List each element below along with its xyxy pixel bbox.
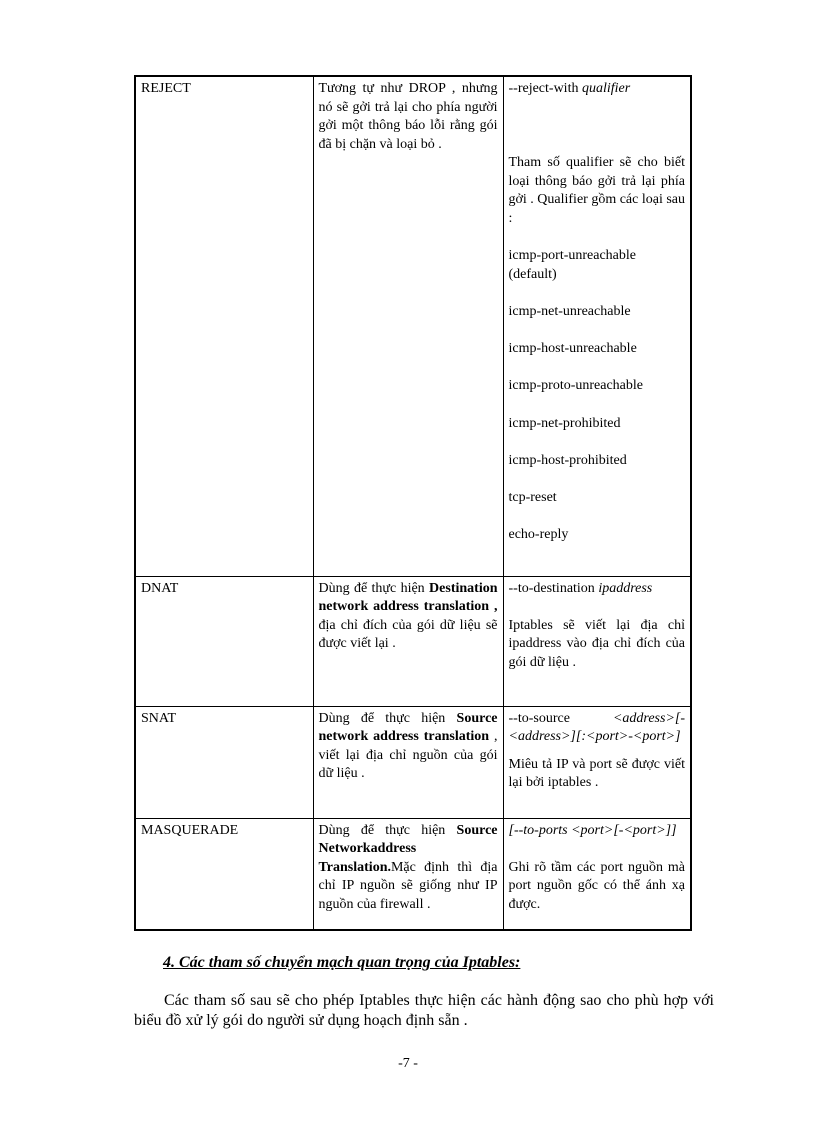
target-option [503, 818, 691, 930]
description-text: , viết lại địa chỉ nguồn của gói dữ liệu . [318, 729, 498, 782]
list-item: icmp-host-prohibited [508, 452, 627, 468]
description-emphasis: Source Networkaddress Translation. [318, 822, 498, 875]
description-text: Dùng để thực hiện [318, 580, 430, 596]
table-row [135, 706, 691, 818]
option-argument: qualifier [581, 81, 631, 96]
option-flag: --reject-with [508, 81, 582, 96]
target-description [313, 76, 503, 576]
table-row [135, 818, 691, 930]
qualifier-list [509, 247, 686, 545]
table-row [135, 576, 691, 706]
target-option [503, 706, 691, 818]
target-name: SNAT [135, 706, 313, 818]
option-argument: ipaddress [598, 580, 653, 596]
target-name: DNAT [135, 576, 313, 706]
option-flag: --to-destination [508, 580, 599, 596]
description-text: Mặc định thì địa chỉ IP nguồn sẽ giống như IP nguồn của firewall . [318, 859, 498, 912]
target-description [313, 576, 503, 706]
option-explanation: Iptables sẽ viết lại địa chỉ ipaddress vào địa chỉ đích của gói dữ liệu . [508, 617, 685, 670]
target-description [313, 818, 503, 930]
option-explanation: Miêu tả IP và port sẽ được viết lại bởi iptables . [508, 756, 685, 791]
section-heading: 4. Các tham số chuyển mạch quan trọng của Iptables: [163, 954, 521, 971]
list-item: icmp-host-unreachable [508, 341, 637, 357]
target-name: REJECT [135, 76, 313, 576]
option-argument: <address>[-<address>][:<port>-<port>] [508, 710, 685, 745]
target-option [503, 576, 691, 706]
list-item: icmp-port-unreachable (default) [508, 248, 636, 282]
list-item: icmp-net-prohibited [508, 415, 621, 431]
list-item: echo-reply [508, 527, 569, 543]
option-explanation: Tham số qualifier sẽ cho biết loại thông báo gởi trả lại phía gởi . Qualifier gồm các loại sau : [508, 155, 686, 226]
description-emphasis: Source network address translation [318, 710, 498, 745]
target-name: MASQUERADE [135, 818, 313, 930]
list-item: tcp-reset [508, 489, 557, 505]
description-text: Dùng để thực hiện [318, 822, 457, 838]
page-number: -7 - [398, 1056, 418, 1071]
option-flag: --to-source [508, 710, 613, 726]
description-text: địa chỉ đích của gói dữ liệu sẽ được viết lại . [318, 617, 498, 652]
target-description [313, 706, 503, 818]
list-item: icmp-net-unreachable [508, 303, 631, 319]
description-text: Dùng để thực hiện [318, 710, 457, 726]
target-option [503, 76, 691, 576]
table-row [135, 76, 691, 576]
option-argument: [--to-ports <port>[-<port>]] [508, 822, 677, 838]
option-explanation: Ghi rõ tầm các port nguồn mà port nguồn gốc có thể ánh xạ được. [508, 859, 685, 912]
list-item: icmp-proto-unreachable [508, 378, 643, 394]
iptables-targets-table [134, 75, 692, 931]
description-text: Tương tự như DROP , nhưng nó sẽ gởi trả lại cho phía người gởi một thông báo lỗi rằng gói đã bị chặn và loại bỏ . [318, 81, 498, 152]
section-paragraph: Các tham số sau sẽ cho phép Iptables thực hiện các hành động sao cho phù hợp với biểu đồ xử lý gói do người sử dụng hoạch định sẵn . [134, 992, 714, 1029]
description-emphasis: Destination network address translation , [318, 580, 498, 615]
